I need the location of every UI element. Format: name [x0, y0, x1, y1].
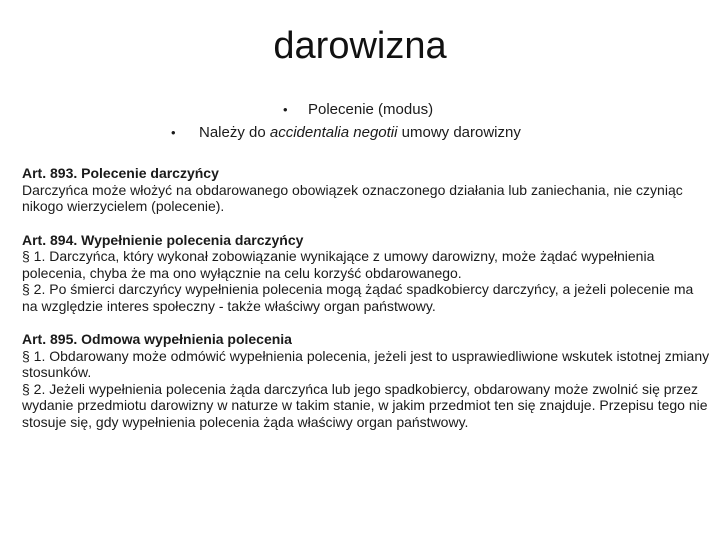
- article-paragraph: § 1. Obdarowany może odmówić wypełnienia polecenia, jeżeli jest to usprawiedliwione wskutek istotnej zmiany stosunków.: [22, 347, 710, 380]
- bullet-marker: •: [283, 102, 288, 117]
- slide-title: darowizna: [273, 25, 447, 67]
- article-paragraph: Darczyńca może włożyć na obdarowanego obowiązek oznaczonego działania lub zaniechania, nie czyniąc nikogo wierzycielem (polecenie).: [22, 181, 683, 214]
- bullet-accidentalia: [199, 123, 521, 143]
- articles-list: [22, 165, 712, 447]
- bullet-text-suffix: umowy darowizny: [397, 124, 521, 141]
- article-title: Art. 894. Wypełnienie polecenia darczyńcy: [22, 231, 304, 248]
- article-title: Art. 895. Odmowa wypełnienia polecenia: [22, 331, 292, 347]
- article-893: [22, 165, 712, 215]
- article-paragraph: § 2. Po śmierci darczyńcy wypełnienia polecenia mogą żądać spadkobiercy darczyńcy, a jeżeli polecenie ma na względzie interes społeczny - także właściwy organ państwowy.: [22, 281, 694, 314]
- article-paragraph: § 1. Darczyńca, który wykonał zobowiązanie wynikające z umowy darowizny, może żądać wypełnienia polecenia, chyba że ma ono wyłącznie na celu korzyść obdarowanego.: [22, 248, 655, 281]
- bullet-polecenie: Polecenie (modus): [308, 101, 434, 118]
- article-894: [22, 232, 712, 315]
- article-895: [22, 331, 712, 430]
- article-paragraph: § 2. Jeżeli wypełnienia polecenia żąda darczyńca lub jego spadkobiercy, obdarowany może zwolnić się przez wydanie przedmiotu darowizny w naturze w takim stanie, w jakim przedmiot ten się znajduje. Przepisu tego nie stosuje się, gdy wypełnienia polecenia żąda właściwy organ państwowy.: [22, 380, 708, 430]
- bullet-marker: •: [171, 125, 176, 140]
- article-title: Art. 893. Polecenie darczyńcy: [22, 165, 219, 181]
- bullet-text-italic: accidentalia negotii: [269, 124, 398, 141]
- bullet-text-prefix: Należy do: [199, 124, 270, 141]
